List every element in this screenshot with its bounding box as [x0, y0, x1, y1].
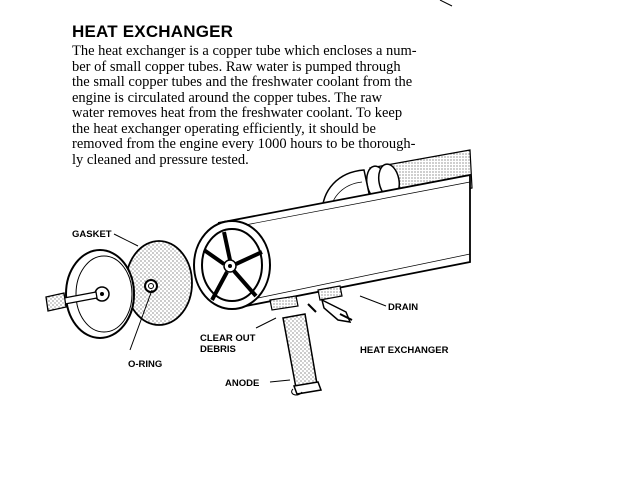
paragraph-line: ly cleaned and pressure tested. [72, 151, 249, 168]
paragraph-line: engine is circulated around the copper tubes. The raw [72, 89, 383, 106]
paragraph-line: water removes heat from the freshwater coolant. To keep [72, 105, 403, 121]
drain-valve [308, 300, 352, 322]
end-cover [66, 250, 134, 338]
paragraph-line: ber of small copper tubes. Raw water is pumped through [72, 58, 401, 75]
paragraph-line: the small copper tubes and the freshwater coolant from the [72, 74, 413, 90]
paragraph-line: The heat exchanger is a copper tube which encloses a num- [72, 43, 417, 59]
gasket [126, 241, 192, 325]
section-heading: HEAT EXCHANGER [72, 22, 234, 41]
tube-end-plate [194, 221, 270, 309]
label-anode: ANODE [225, 378, 260, 389]
paragraph-line: the heat exchanger operating efficiently, it should be [72, 120, 376, 137]
label-heat-exchanger: HEAT EXCHANGER [360, 345, 449, 356]
label-drain: DRAIN [388, 302, 419, 313]
label-debris: DEBRIS [200, 344, 236, 355]
label-gasket: GASKET [72, 229, 112, 240]
stray-mark [440, 0, 452, 6]
label-o-ring: O-RING [128, 359, 163, 370]
paragraph-line: removed from the engine every 1000 hours to be thorough- [72, 136, 416, 152]
label-clear-out: CLEAR OUT [200, 333, 256, 344]
anode [283, 314, 321, 395]
